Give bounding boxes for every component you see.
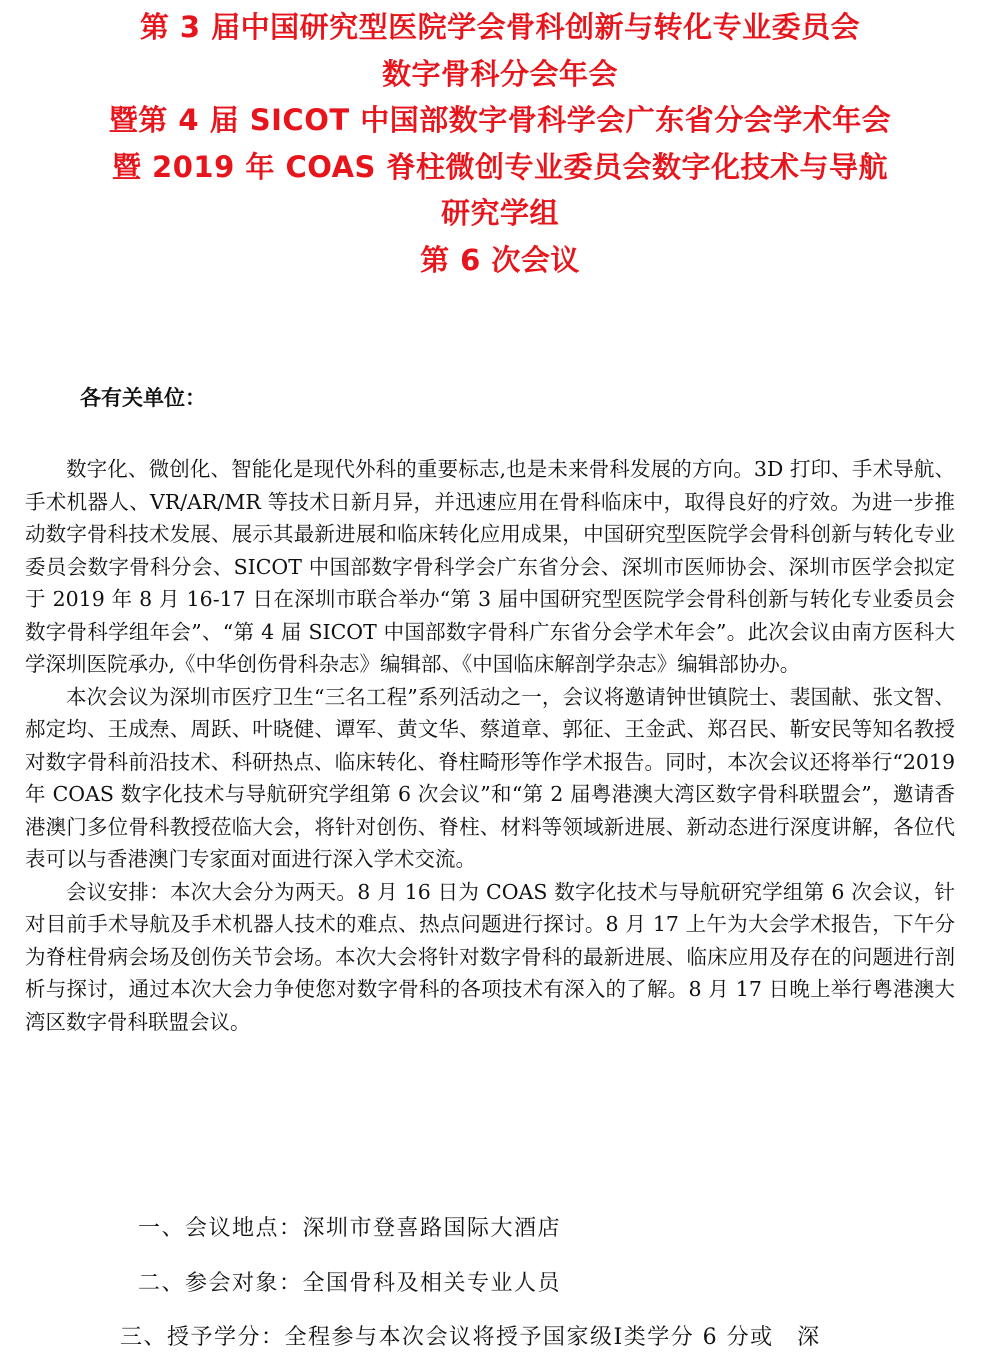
paragraph-schedule: 会议安排：本次大会分为两天。8 月 16 日为 COAS 数字化技术与导航研究学组第 6 次会议，针对目前手术导航及手术机器人技术的难点、热点问题进行探讨。8 月 17 上午为大会学术报告，下午分为脊柱骨病会场及创伤关节会场。本次大会将针对数字骨科的最新进展、临床应用及存在的问题进行剖析与探讨，通过本次大会力争使您对数字骨科的各项技术有深入的了解。8 月 17 日晚上举行粤港澳大湾区数字骨科联盟会议。: [25, 879, 955, 1034]
item-venue: 一、会议地点：深圳市登喜路国际大酒店: [138, 1216, 562, 1241]
item-attendees: 二、参会对象：全国骨科及相关专业人员: [138, 1271, 562, 1296]
document-title: [0, 4, 1000, 283]
title-line-2: 数字骨科分会年会: [381, 56, 618, 91]
title-line-3: 暨第 4 届 SICOT 中国部数字骨科学会广东省分会学术年会: [108, 103, 892, 137]
body-text: [25, 453, 955, 1038]
item-credits: 三、授予学分：全程参与本次会议将授予国家级Ⅰ类学分 6 分或 深: [120, 1325, 821, 1350]
paragraph-speakers: 本次会议为深圳市医疗卫生“三名工程”系列活动之一，会议将邀请钟世镇院士、裴国献、张文智、郝定均、王成焘、周跃、叶晓健、谭军、黄文华、蔡道章、郭征、王金武、郑召民、靳安民等知名教授对数字骨科前沿技术、科研热点、临床转化、脊柱畸形等作学术报告。同时，本次会议还将举行“2019 年 COAS 数字化技术与导航研究学组第 6 次会议”和“第 2 届粤港澳大湾区数字骨科联盟会”，邀请香港澳门多位骨科教授莅临大会，将针对创伤、脊柱、材料等领域新进展、新动态进行深度讲解，各位代表可以与香港澳门专家面对面进行深入学术交流。: [25, 684, 955, 871]
salutation: 各有关单位：: [80, 386, 206, 410]
title-line-1: 第 3 届中国研究型医院学会骨科创新与转化专业委员会: [139, 10, 861, 44]
title-line-6: 第 6 次会议: [420, 242, 580, 277]
title-line-4: 暨 2019 年 COAS 脊柱微创专业委员会数字化技术与导航: [111, 149, 889, 184]
title-line-5: 研究学组: [440, 196, 559, 230]
paragraph-intro: 数字化、微创化、智能化是现代外科的重要标志,也是未来骨科发展的方向。3D 打印、手术导航、手术机器人、VR/AR/MR 等技术日新月异，并迅速应用在骨科临床中，取得良好的疗效。为进一步推动数字骨科技术发展、展示其最新进展和临床转化应用成果，中国研究型医院学会骨科创新与转化专业委员会数字骨科分会、SICOT 中国部数字骨科学会广东省分会、深圳市医师协会、深圳市医学会拟定于 2019 年 8 月 16-17 日在深圳市联合举办“第 3 届中国研究型医院学会骨科创新与转化专业委员会数字骨科学组年会”、“第 4 届 SICOT 中国部数字骨科广东省分会学术年会”。此次会议由南方医科大学深圳医院承办,《中华创伤骨科杂志》编辑部、《中国临床解剖学杂志》编辑部协办。: [25, 457, 955, 676]
